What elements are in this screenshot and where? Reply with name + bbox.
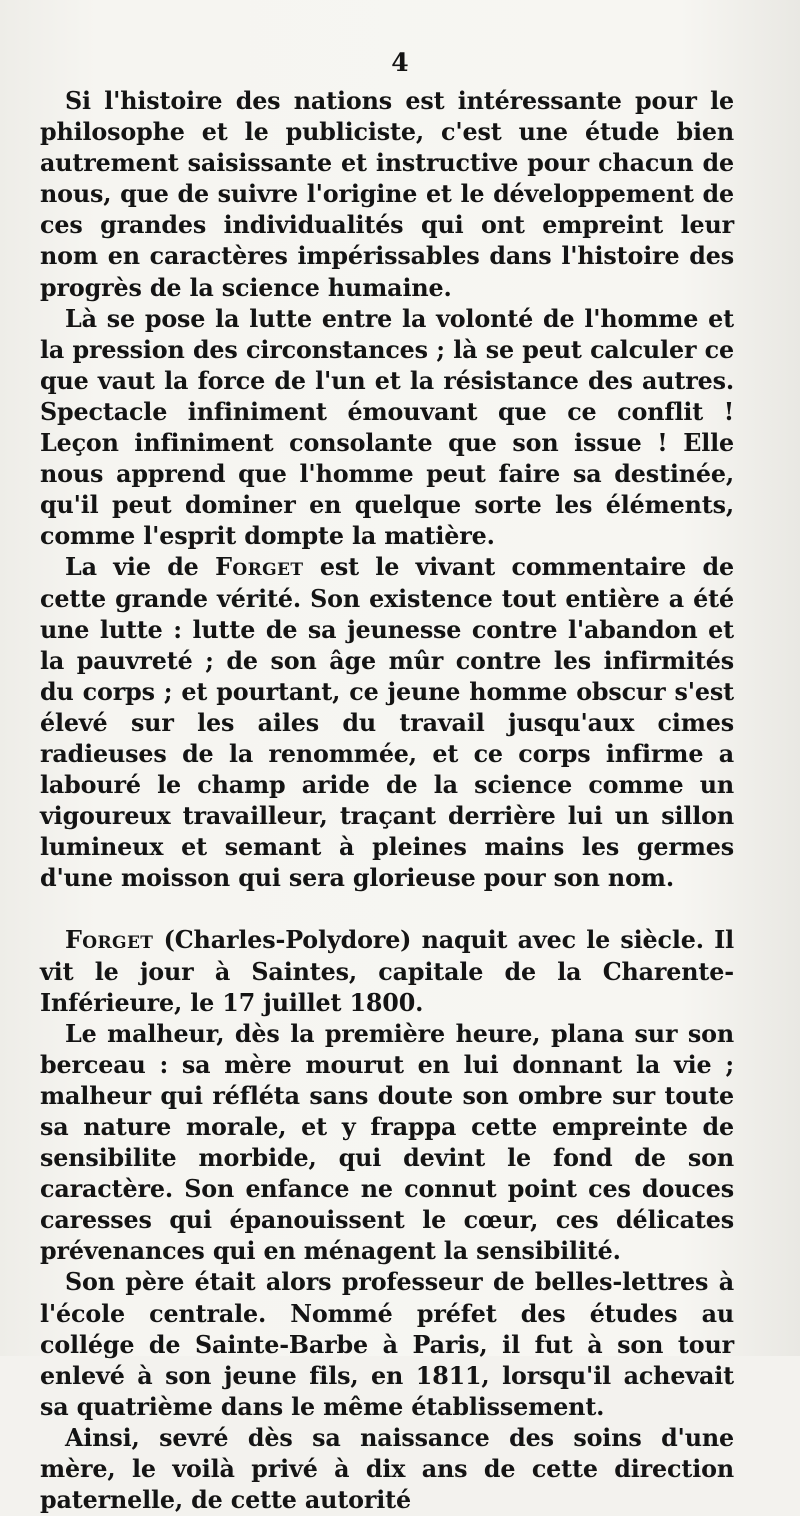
name-forget-2: Forget xyxy=(65,926,154,955)
paragraph-5: Le malheur, dès la première heure, plana sur son berceau : sa mère mourut en lui donnant la vie ; malheur qui réfléta sans doute son ombre sur toute sa nature morale, et y frappa cette empreinte de sensibilite morbide, qui devint le fond de son caractère. Son enfance ne connut point ces douces caresses qui épanouissent le cœur, ces délicates prévenances qui en ménagent la sensibilité. xyxy=(40,1019,734,1266)
paragraph-4 xyxy=(40,925,734,1018)
paragraph-3-prefix: La vie de xyxy=(65,553,216,582)
section-spacer xyxy=(40,894,734,925)
paragraph-2: Là se pose la lutte entre la volonté de l'homme et la pression des circonstances ; là se peut calculer ce que vaut la force de l'un et la résistance des autres. Spectacle infiniment émouvant que ce conflit ! Leçon infiniment consolante que son issue ! Elle nous apprend que l'homme peut faire sa destinée, qu'il peut dominer en quelque sorte les éléments, comme l'esprit dompte la matière. xyxy=(40,304,734,551)
paragraph-6: Son père était alors professeur de belles-lettres à l'école centrale. Nommé préfet des études au collége de Sainte-Barbe à Paris, il fut à son tour enlevé à son jeune fils, en 1811, lorsqu'il achevait sa quatrième dans le même établissement. xyxy=(40,1268,734,1421)
paragraph-4-text: (Charles-Polydore) naquit avec le siècle. Il vit le jour à Saintes, capitale de la Charente-Inférieure, le 17 juillet 1800. xyxy=(40,926,734,1017)
page-number: 4 xyxy=(391,48,409,77)
paragraph-3-text: est le vivant commentaire de cette grande vérité. Son existence tout entière a été une lutte : lutte de sa jeunesse contre l'abandon et la pauvreté ; de son âge mûr contre les infirmités du corps ; et pourtant, ce jeune homme obscur s'est élevé sur les ailes du travail jusqu'aux cimes radieuses de la renommée, et ce corps infirme a labouré le champ aride de la science comme un vigoureux travailleur, traçant derrière lui un sillon lumineux et semant à pleines mains les germes d'une moisson qui sera glorieuse pour son nom. xyxy=(40,553,734,893)
paragraph-3 xyxy=(40,552,734,894)
paragraph-1: Si l'histoire des nations est intéressante pour le philosophe et le publiciste, c'est une étude bien autrement saisissante et instructive pour chacun de nous, que de suivre l'origine et le développement de ces grandes individualités qui ont empreint leur nom en caractères impérissables dans l'histoire des progrès de la science humaine. xyxy=(40,87,734,302)
name-forget: Forget xyxy=(215,553,304,582)
body-text xyxy=(40,86,734,1516)
paragraph-7: Ainsi, sevré dès sa naissance des soins d'une mère, le voilà privé à dix ans de cette direction paternelle, de cette autorité xyxy=(40,1423,734,1515)
